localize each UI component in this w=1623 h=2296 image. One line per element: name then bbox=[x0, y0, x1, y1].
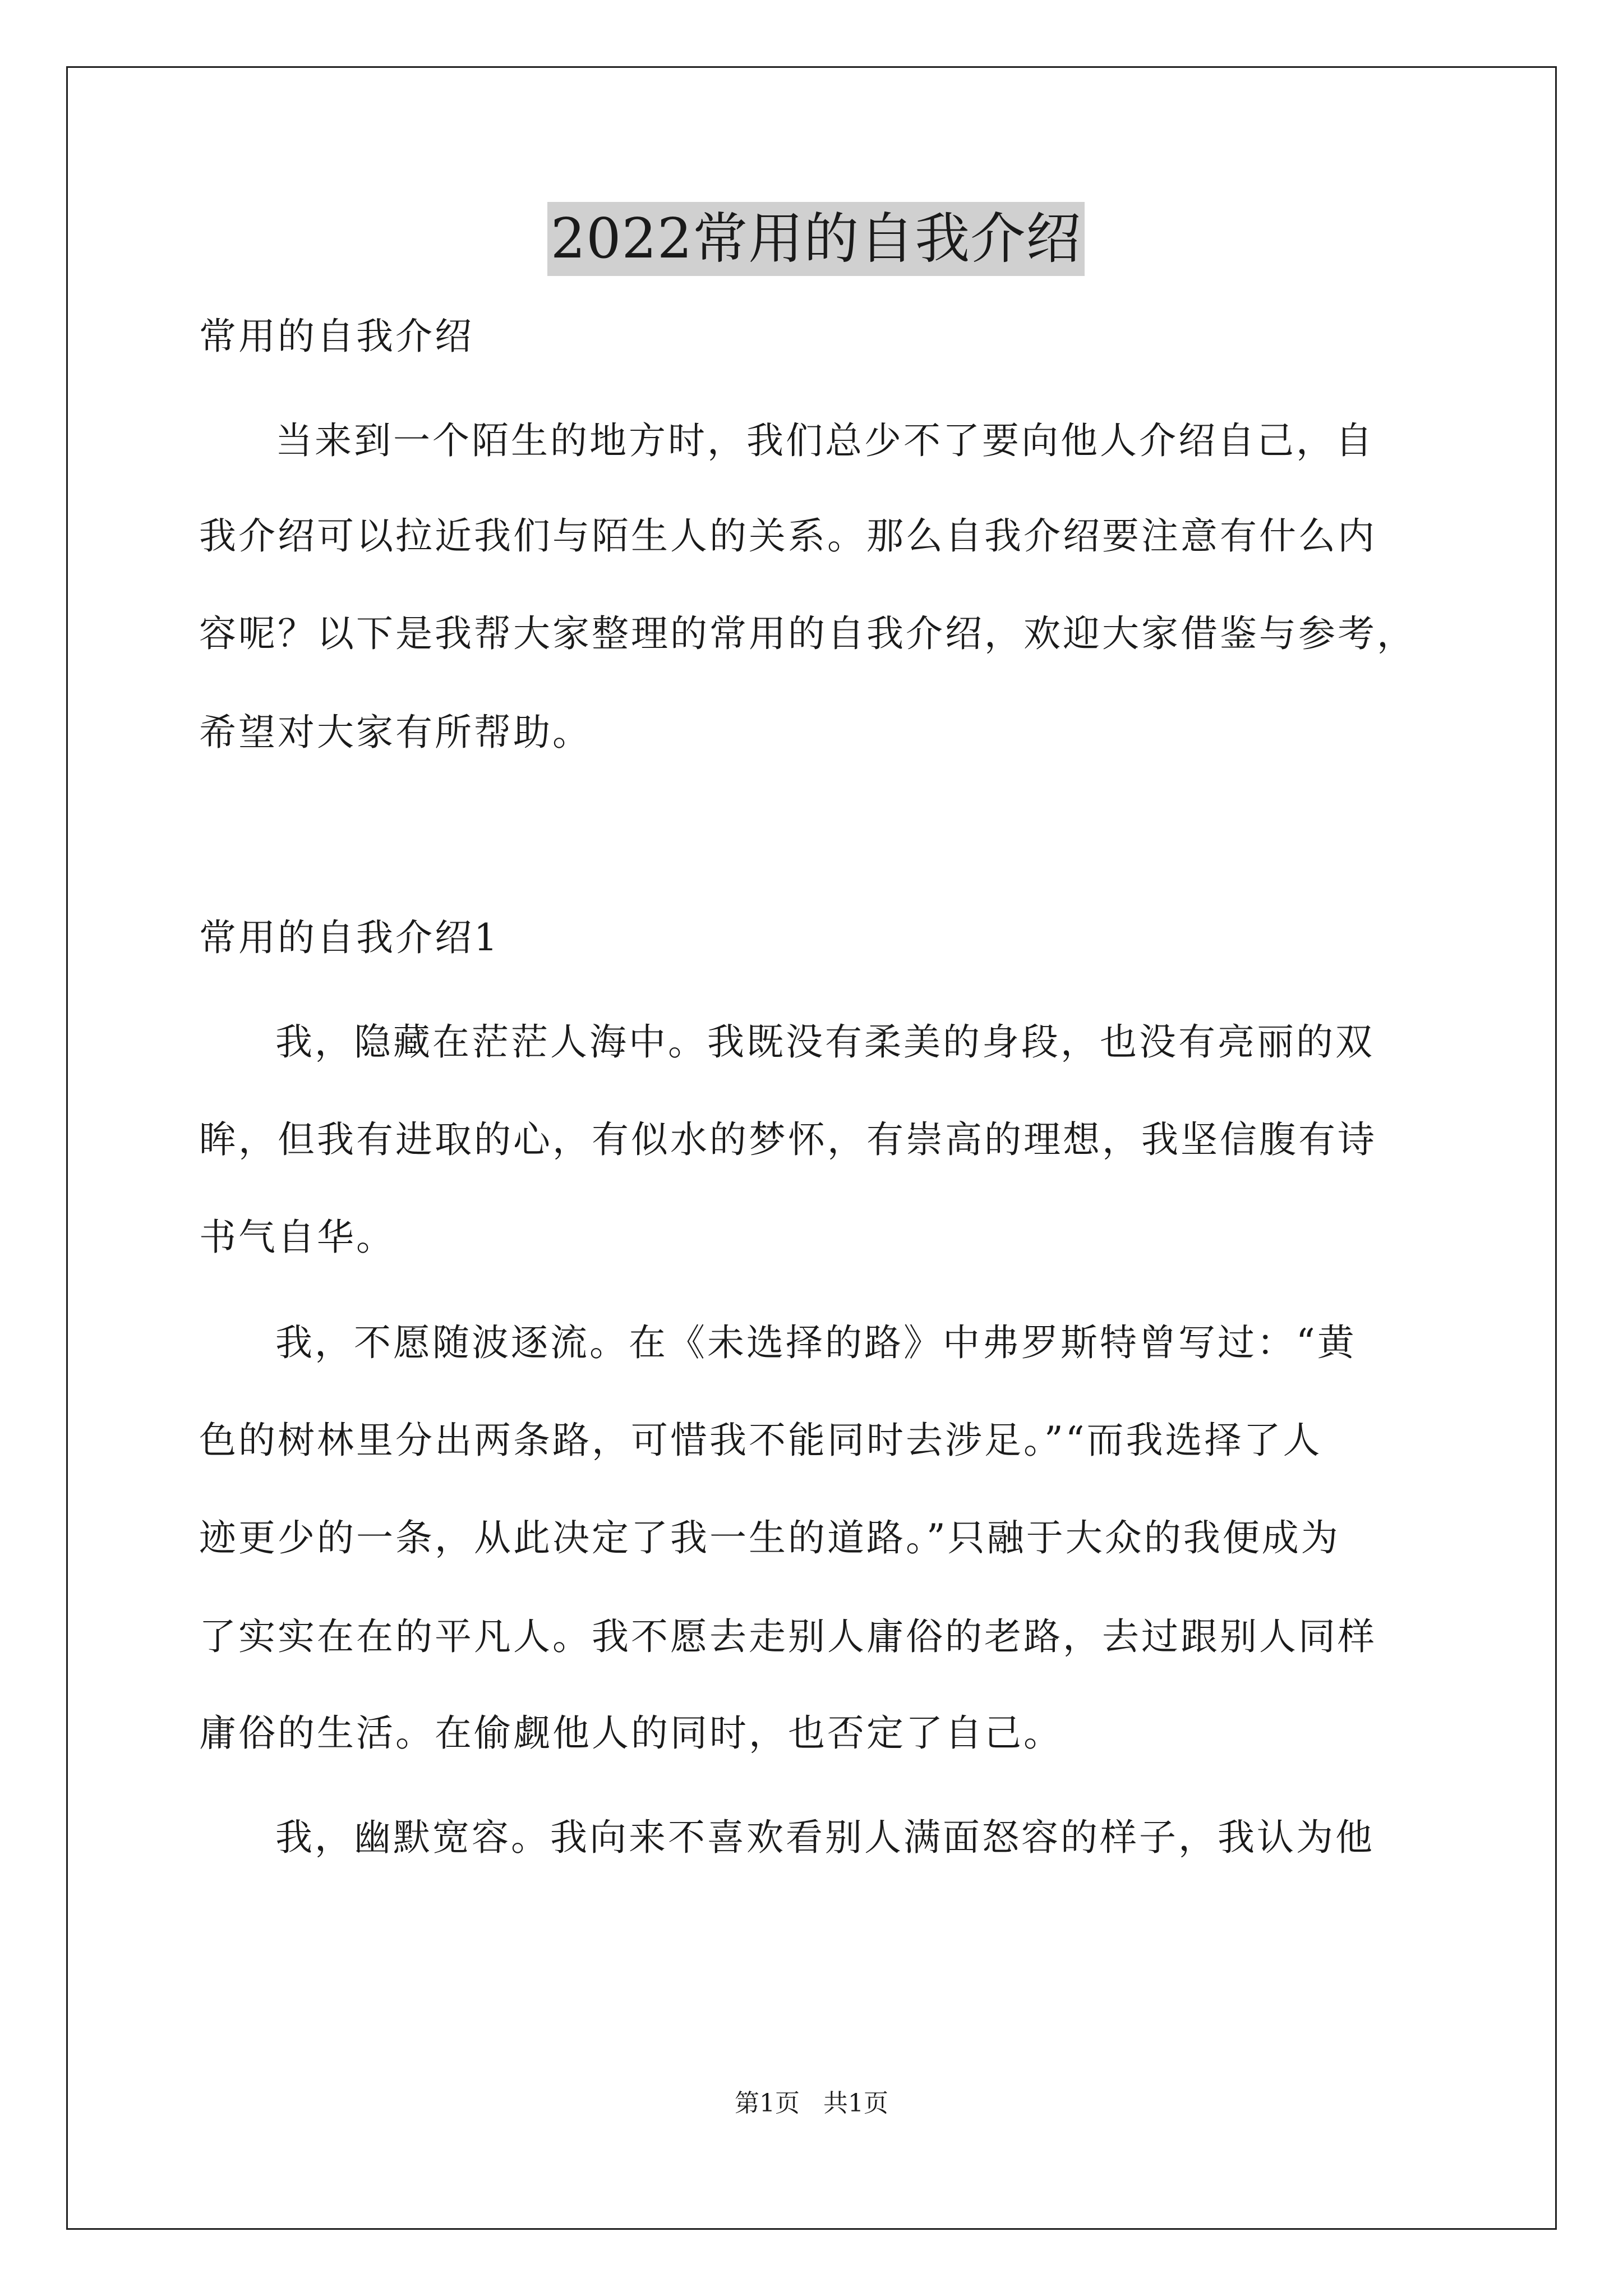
paragraph-line: 我，隐藏在茫茫人海中。我既没有柔美的身段，也没有亮丽的双 bbox=[275, 1020, 1375, 1064]
paragraph-line: 庸俗的生活。在偷觑他人的同时，也否定了自己。 bbox=[199, 1711, 1063, 1755]
paragraph-line: 当来到一个陌生的地方时，我们总少不了要向他人介绍自己，自 bbox=[275, 419, 1375, 462]
document-title: 2022常用的自我介绍 bbox=[547, 202, 1085, 276]
paragraph-line: 希望对大家有所帮助。 bbox=[199, 711, 592, 754]
paragraph-line: 了实实在在的平凡人。我不愿去走别人庸俗的老路，去过跟别人同样 bbox=[199, 1615, 1377, 1658]
paragraph-line: 我介绍可以拉近我们与陌生人的关系。那么自我介绍要注意有什么内 bbox=[199, 514, 1377, 558]
page-total: 共1页 bbox=[823, 2089, 888, 2118]
paragraph-line: 迹更少的一条，从此决定了我一生的道路。”只融于大众的我便成为 bbox=[199, 1516, 1340, 1559]
paragraph-line: 书气自华。 bbox=[199, 1216, 395, 1259]
page-footer bbox=[0, 2087, 1623, 2120]
page-number: 第1页 bbox=[735, 2089, 800, 2118]
paragraph-line: 眸，但我有进取的心，有似水的梦怀，有崇高的理想，我坚信腹有诗 bbox=[199, 1118, 1377, 1161]
paragraph-line: 我，不愿随波逐流。在《未选择的路》中弗罗斯特曾写过：“黄 bbox=[275, 1321, 1357, 1364]
paragraph-line: 色的树林里分出两条路，可惜我不能同时去涉足。”“而我选择了人 bbox=[199, 1419, 1322, 1462]
paragraph-line: 我，幽默宽容。我向来不喜欢看别人满面怒容的样子，我认为他 bbox=[275, 1816, 1375, 1859]
title-wrap bbox=[199, 202, 1433, 276]
section-heading: 常用的自我介绍 bbox=[199, 315, 474, 358]
section-heading: 常用的自我介绍1 bbox=[199, 916, 500, 959]
paragraph-line: 容呢？以下是我帮大家整理的常用的自我介绍，欢迎大家借鉴与参考， bbox=[199, 612, 1416, 655]
